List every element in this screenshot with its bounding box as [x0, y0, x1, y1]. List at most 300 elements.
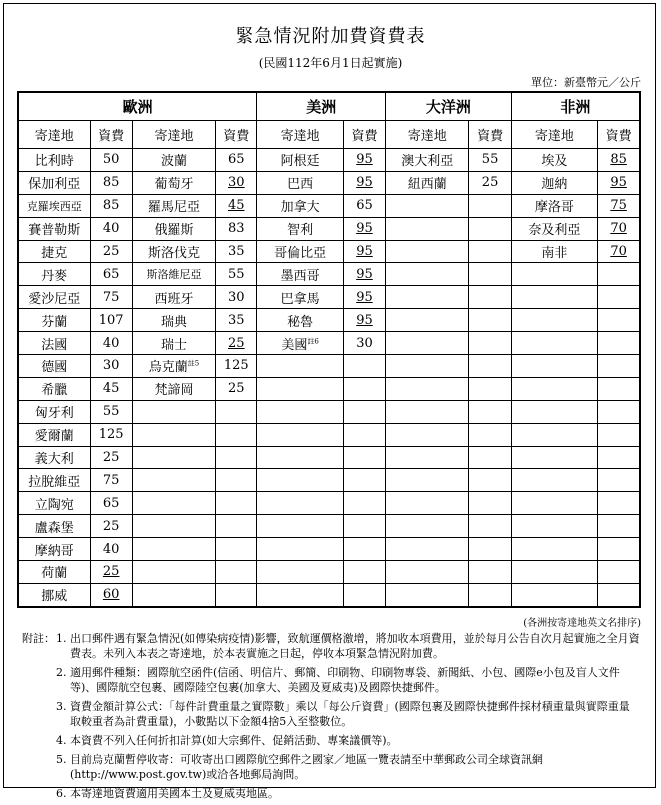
col-fee: 資費 — [469, 121, 511, 149]
destination-cell — [386, 240, 469, 263]
fee-value: 35 — [228, 244, 245, 259]
fee-cell — [90, 469, 132, 492]
destination-cell — [132, 469, 215, 492]
destination-cell — [386, 561, 469, 584]
destination-name: 義大利 — [34, 452, 74, 468]
destination-cell — [257, 332, 343, 355]
destination-name: 捷克 — [41, 246, 68, 261]
fee-cell — [598, 149, 640, 172]
destination-name: 賽普勒斯 — [28, 223, 81, 239]
destination-cell — [18, 263, 90, 286]
fee-cell — [343, 561, 385, 584]
destination-name: 立陶宛 — [34, 497, 74, 513]
destination-cell — [132, 492, 215, 515]
fee-cell — [343, 423, 385, 446]
fee-cell — [343, 149, 385, 172]
destination-cell — [18, 217, 90, 240]
fee-cell — [343, 469, 385, 492]
destination-cell — [511, 355, 597, 378]
fee-value: 95 — [356, 244, 373, 259]
fee-cell — [90, 538, 132, 561]
fee-value: 75 — [102, 289, 120, 305]
destination-cell — [132, 171, 215, 194]
destination-name: 埃及 — [541, 154, 568, 170]
region-americas: 美洲 — [257, 92, 386, 121]
destination-name: 波蘭 — [160, 154, 187, 170]
destination-cell — [386, 583, 469, 606]
destination-name: 美國 — [281, 337, 308, 353]
fee-cell — [90, 377, 132, 400]
region-oceania: 大洋洲 — [386, 92, 512, 121]
fee-value: 25 — [102, 450, 120, 466]
fee-cell — [598, 332, 640, 355]
note-number: 3. — [56, 700, 67, 713]
destination-cell — [132, 286, 215, 309]
note-number: 5. — [56, 753, 67, 766]
fee-cell — [469, 515, 511, 538]
destination-cell — [257, 263, 343, 286]
destination-cell — [386, 377, 469, 400]
destination-cell — [132, 194, 215, 217]
destination-cell — [132, 446, 215, 469]
fee-cell — [216, 286, 257, 309]
destination-name: 芬蘭 — [41, 314, 68, 330]
fee-cell — [216, 583, 257, 606]
fee-cell — [216, 332, 257, 355]
fee-cell — [469, 469, 511, 492]
destination-name: 挪威 — [41, 589, 68, 605]
table-row — [18, 377, 640, 400]
fee-value: 125 — [98, 427, 124, 443]
note-item — [56, 699, 640, 729]
destination-cell — [386, 355, 469, 378]
destination-cell — [511, 309, 597, 332]
table-row — [18, 583, 640, 606]
table-row — [18, 286, 640, 309]
destination-name: 愛沙尼亞 — [28, 291, 81, 307]
destination-name: 拉脫維亞 — [28, 474, 81, 490]
fee-cell — [343, 515, 385, 538]
destination-cell — [386, 217, 469, 240]
destination-cell — [132, 561, 215, 584]
destination-cell — [132, 309, 215, 332]
destination-name: 摩洛哥 — [534, 200, 574, 216]
destination-cell — [511, 332, 597, 355]
fee-cell — [598, 469, 640, 492]
destination-cell — [386, 286, 469, 309]
fee-cell — [343, 263, 385, 286]
destination-name: 加拿大 — [280, 200, 320, 216]
fee-cell — [216, 194, 257, 217]
destination-cell — [511, 149, 597, 172]
destination-cell — [257, 400, 343, 423]
note-text: 出口郵件遇有緊急情況(如傳染病疫情)影響，致航運價格激增，將加收本項費用，並於每月公告自次月起實施之全月資費表。未列入本表之寄達地，於本表實施之日起，停收本項緊急情況附加費。 — [70, 632, 640, 660]
fee-cell — [216, 309, 257, 332]
fee-cell — [216, 561, 257, 584]
fee-cell — [90, 561, 132, 584]
destination-name: 南非 — [541, 246, 568, 261]
fee-value: 60 — [102, 587, 120, 603]
destination-name: 德國 — [41, 360, 68, 376]
col-destination: 寄達地 — [18, 121, 90, 149]
table-row — [18, 309, 640, 332]
fee-value: 85 — [102, 175, 120, 191]
fee-cell — [469, 492, 511, 515]
destination-cell — [257, 286, 343, 309]
destination-name: 摩納哥 — [34, 543, 74, 559]
destination-cell — [18, 583, 90, 606]
col-destination: 寄達地 — [257, 121, 343, 149]
destination-cell — [257, 171, 343, 194]
note-number: 2. — [56, 666, 67, 679]
destination-cell — [386, 515, 469, 538]
table-body — [18, 149, 640, 607]
destination-name: 羅馬尼亞 — [147, 200, 200, 216]
destination-name: 盧森堡 — [34, 520, 74, 536]
destination-cell — [18, 355, 90, 378]
fee-value: 95 — [356, 175, 373, 191]
destination-name: 烏克蘭 — [148, 360, 188, 376]
destination-cell — [257, 149, 343, 172]
note-text: 資費金額計算公式：「每件計費重量之實際數」乘以「每公斤資費」(國際包裹及國際快捷郵件採材積重量與實際重量取較重者為計費重量)，小數點以下金額4捨5入至整數位。 — [70, 700, 630, 728]
fee-cell — [598, 583, 640, 606]
table-row — [18, 217, 640, 240]
fee-cell — [216, 469, 257, 492]
destination-cell — [386, 263, 469, 286]
destination-cell — [18, 561, 90, 584]
destination-cell — [511, 400, 597, 423]
destination-cell — [132, 263, 215, 286]
fee-cell — [90, 332, 132, 355]
destination-cell — [386, 171, 469, 194]
destination-name: 瑞典 — [160, 314, 187, 330]
table-row — [18, 149, 640, 172]
destination-cell — [132, 240, 215, 263]
destination-cell — [386, 332, 469, 355]
note-item — [56, 752, 640, 782]
fee-cell — [216, 515, 257, 538]
destination-cell — [511, 423, 597, 446]
destination-name: 保加利亞 — [28, 177, 81, 193]
fee-cell — [598, 355, 640, 378]
destination-name: 斯洛維尼亞 — [146, 268, 202, 282]
destination-cell — [257, 538, 343, 561]
fee-cell — [343, 446, 385, 469]
destination-cell — [511, 515, 597, 538]
fee-cell — [90, 446, 132, 469]
notes-lead: 附註： — [22, 632, 55, 645]
destination-cell — [511, 286, 597, 309]
col-destination: 寄達地 — [511, 121, 597, 149]
destination-cell — [18, 446, 90, 469]
fee-value: 45 — [102, 381, 120, 397]
destination-name: 希臘 — [41, 383, 68, 399]
fee-cell — [469, 400, 511, 423]
table-row — [18, 355, 640, 378]
fee-value: 35 — [228, 312, 245, 328]
destination-cell — [511, 446, 597, 469]
fee-cell — [598, 377, 640, 400]
table-row — [18, 469, 640, 492]
fee-cell — [469, 240, 511, 263]
note-number: 1. — [56, 632, 67, 645]
destination-cell — [511, 492, 597, 515]
fee-cell — [469, 263, 511, 286]
destination-cell — [132, 377, 215, 400]
destination-name: 斯洛伐克 — [147, 246, 200, 261]
destination-cell — [257, 561, 343, 584]
table-row — [18, 538, 640, 561]
fee-cell — [216, 355, 257, 378]
destination-name: 匈牙利 — [34, 406, 74, 422]
region-africa: 非洲 — [511, 92, 640, 121]
destination-name: 哥倫比亞 — [274, 246, 327, 261]
fee-value: 40 — [102, 335, 120, 351]
fee-value: 95 — [356, 152, 373, 168]
destination-name: 比利時 — [34, 154, 74, 170]
destination-cell — [257, 583, 343, 606]
destination-cell — [386, 194, 469, 217]
destination-cell — [132, 538, 215, 561]
destination-cell — [132, 217, 215, 240]
fee-cell — [90, 240, 132, 263]
destination-cell — [511, 561, 597, 584]
fee-cell — [469, 194, 511, 217]
fee-value: 95 — [356, 289, 373, 305]
destination-name: 梵諦岡 — [154, 383, 194, 399]
destination-cell — [257, 194, 343, 217]
fee-cell — [216, 240, 257, 263]
fee-cell — [343, 194, 385, 217]
destination-name: 西班牙 — [154, 291, 194, 307]
fee-cell — [90, 309, 132, 332]
effective-date: (民國112年6月1日起實施) — [258, 56, 403, 70]
fee-cell — [90, 515, 132, 538]
fee-cell — [469, 149, 511, 172]
destination-cell — [18, 492, 90, 515]
destination-cell — [18, 171, 90, 194]
fee-cell — [216, 171, 257, 194]
destination-cell — [257, 492, 343, 515]
destination-name: 丹麥 — [41, 268, 68, 284]
col-fee: 資費 — [216, 121, 257, 149]
fee-cell — [598, 538, 640, 561]
fee-cell — [90, 171, 132, 194]
fee-value: 25 — [228, 335, 245, 351]
fee-cell — [90, 400, 132, 423]
fee-cell — [90, 355, 132, 378]
fee-cell — [90, 492, 132, 515]
note-text: 本寄達地資費適用美國本土及夏威夷地區。 — [70, 787, 279, 800]
fee-cell — [90, 149, 132, 172]
fee-value: 85 — [610, 152, 627, 168]
destination-name: 迦納 — [541, 177, 568, 193]
col-fee: 資費 — [90, 121, 132, 149]
destination-cell — [132, 149, 215, 172]
destination-name: 瑞士 — [160, 337, 187, 353]
fee-cell — [216, 538, 257, 561]
destination-name: 巴拿馬 — [280, 291, 320, 307]
fee-cell — [598, 515, 640, 538]
fee-value: 95 — [610, 175, 627, 191]
fee-cell — [598, 309, 640, 332]
fee-cell — [598, 492, 640, 515]
fee-cell — [216, 423, 257, 446]
note-text: 本資費不列入任何折扣計算(如大宗郵件、促銷活動、專案議價等)。 — [70, 734, 398, 747]
fee-cell — [598, 286, 640, 309]
fee-value: 40 — [102, 221, 120, 237]
destination-name: 俄羅斯 — [154, 223, 194, 239]
footnote-marker: 註6 — [307, 337, 319, 346]
fee-value: 95 — [356, 266, 373, 282]
fee-value: 55 — [102, 404, 120, 420]
fee-cell — [343, 538, 385, 561]
destination-cell — [386, 423, 469, 446]
destination-name: 澳大利亞 — [401, 154, 454, 170]
fee-cell — [343, 583, 385, 606]
destination-cell — [257, 240, 343, 263]
destination-cell — [18, 538, 90, 561]
destination-cell — [132, 332, 215, 355]
destination-cell — [257, 446, 343, 469]
fee-cell — [343, 171, 385, 194]
fee-value: 25 — [102, 244, 120, 259]
destination-cell — [511, 171, 597, 194]
note-number: 4. — [56, 734, 67, 747]
table-row — [18, 400, 640, 423]
fee-cell — [469, 423, 511, 446]
destination-name: 阿根廷 — [280, 154, 320, 170]
footnote-marker: 註5 — [187, 360, 200, 369]
destination-cell — [18, 423, 90, 446]
destination-cell — [257, 515, 343, 538]
fee-cell — [598, 561, 640, 584]
fee-cell — [216, 263, 257, 286]
fee-cell — [598, 423, 640, 446]
fee-cell — [598, 240, 640, 263]
fee-value: 125 — [223, 358, 249, 374]
note-item — [56, 665, 640, 695]
fee-value: 50 — [102, 152, 120, 168]
table-row — [18, 446, 640, 469]
destination-cell — [511, 377, 597, 400]
destination-cell — [18, 309, 90, 332]
fee-value: 95 — [356, 312, 373, 328]
destination-cell — [132, 355, 215, 378]
col-destination: 寄達地 — [386, 121, 469, 149]
fee-value: 30 — [228, 175, 245, 191]
destination-cell — [18, 400, 90, 423]
table-row — [18, 171, 640, 194]
fee-value: 30 — [102, 358, 120, 374]
sort-note: (各洲按寄達地英文名排序) — [523, 618, 641, 629]
table-row — [18, 492, 640, 515]
destination-cell — [257, 309, 343, 332]
fee-value: 25 — [481, 175, 499, 191]
fee-cell — [90, 194, 132, 217]
destination-cell — [386, 400, 469, 423]
destination-name: 秘魯 — [287, 314, 314, 330]
note-text: 適用郵件種類：國際航空函件(信函、明信片、郵簡、印刷物、印刷物專袋、新聞紙、小包、國際e小包及盲人文件等)、國際航空包裹、國際陸空包裹(加拿大、美國及夏威夷)及國際快捷郵件。 — [70, 666, 620, 694]
fee-cell — [598, 171, 640, 194]
fee-cell — [216, 377, 257, 400]
destination-cell — [511, 240, 597, 263]
fee-cell — [216, 217, 257, 240]
fee-cell — [216, 400, 257, 423]
fee-value: 40 — [102, 541, 120, 557]
fee-cell — [469, 446, 511, 469]
fee-cell — [343, 332, 385, 355]
table-row — [18, 263, 640, 286]
table-row — [18, 240, 640, 263]
fee-cell — [469, 332, 511, 355]
fee-cell — [90, 423, 132, 446]
fee-cell — [598, 446, 640, 469]
destination-cell — [257, 423, 343, 446]
destination-cell — [386, 446, 469, 469]
fee-value: 85 — [102, 198, 120, 214]
destination-cell — [132, 400, 215, 423]
fee-cell — [216, 149, 257, 172]
destination-cell — [18, 332, 90, 355]
destination-name: 智利 — [287, 223, 314, 239]
note-item — [56, 733, 640, 748]
table-row — [18, 423, 640, 446]
fee-value: 45 — [228, 198, 245, 214]
destination-cell — [257, 469, 343, 492]
destination-cell — [386, 309, 469, 332]
fee-cell — [90, 286, 132, 309]
destination-cell — [386, 492, 469, 515]
unit-label: 單位：新臺幣元／公斤 — [531, 76, 641, 89]
fee-value: 25 — [102, 564, 120, 580]
note-number: 6. — [56, 787, 67, 800]
destination-cell — [257, 355, 343, 378]
table-row — [18, 332, 640, 355]
fee-value: 75 — [102, 472, 120, 488]
note-item — [56, 631, 640, 661]
fee-cell — [90, 217, 132, 240]
fee-value: 70 — [610, 221, 627, 237]
fee-cell — [469, 377, 511, 400]
destination-cell — [511, 217, 597, 240]
fee-cell — [343, 240, 385, 263]
table-row — [18, 194, 640, 217]
fee-cell — [343, 286, 385, 309]
note-text: 目前烏克蘭暫停收寄：可收寄出口國際航空郵件之國家／地區一覽表請至中華郵政公司全球資訊網(http://www.post.gov.tw)或洽各地郵局詢問。 — [70, 753, 543, 781]
fee-cell — [469, 561, 511, 584]
destination-cell — [511, 538, 597, 561]
destination-name: 法國 — [41, 337, 68, 353]
destination-name: 愛爾蘭 — [34, 429, 74, 445]
fee-cell — [598, 194, 640, 217]
destination-cell — [511, 583, 597, 606]
fee-value: 55 — [228, 266, 245, 282]
fee-cell — [469, 217, 511, 240]
fee-value: 95 — [356, 221, 373, 237]
fee-cell — [469, 538, 511, 561]
fee-cell — [469, 355, 511, 378]
destination-cell — [18, 194, 90, 217]
destination-name: 巴西 — [287, 177, 314, 193]
fee-value: 75 — [610, 198, 627, 214]
fee-cell — [343, 400, 385, 423]
fee-cell — [469, 583, 511, 606]
fee-cell — [598, 217, 640, 240]
fee-value: 55 — [481, 152, 499, 168]
fee-value: 65 — [356, 198, 373, 214]
fee-value: 70 — [610, 244, 627, 259]
